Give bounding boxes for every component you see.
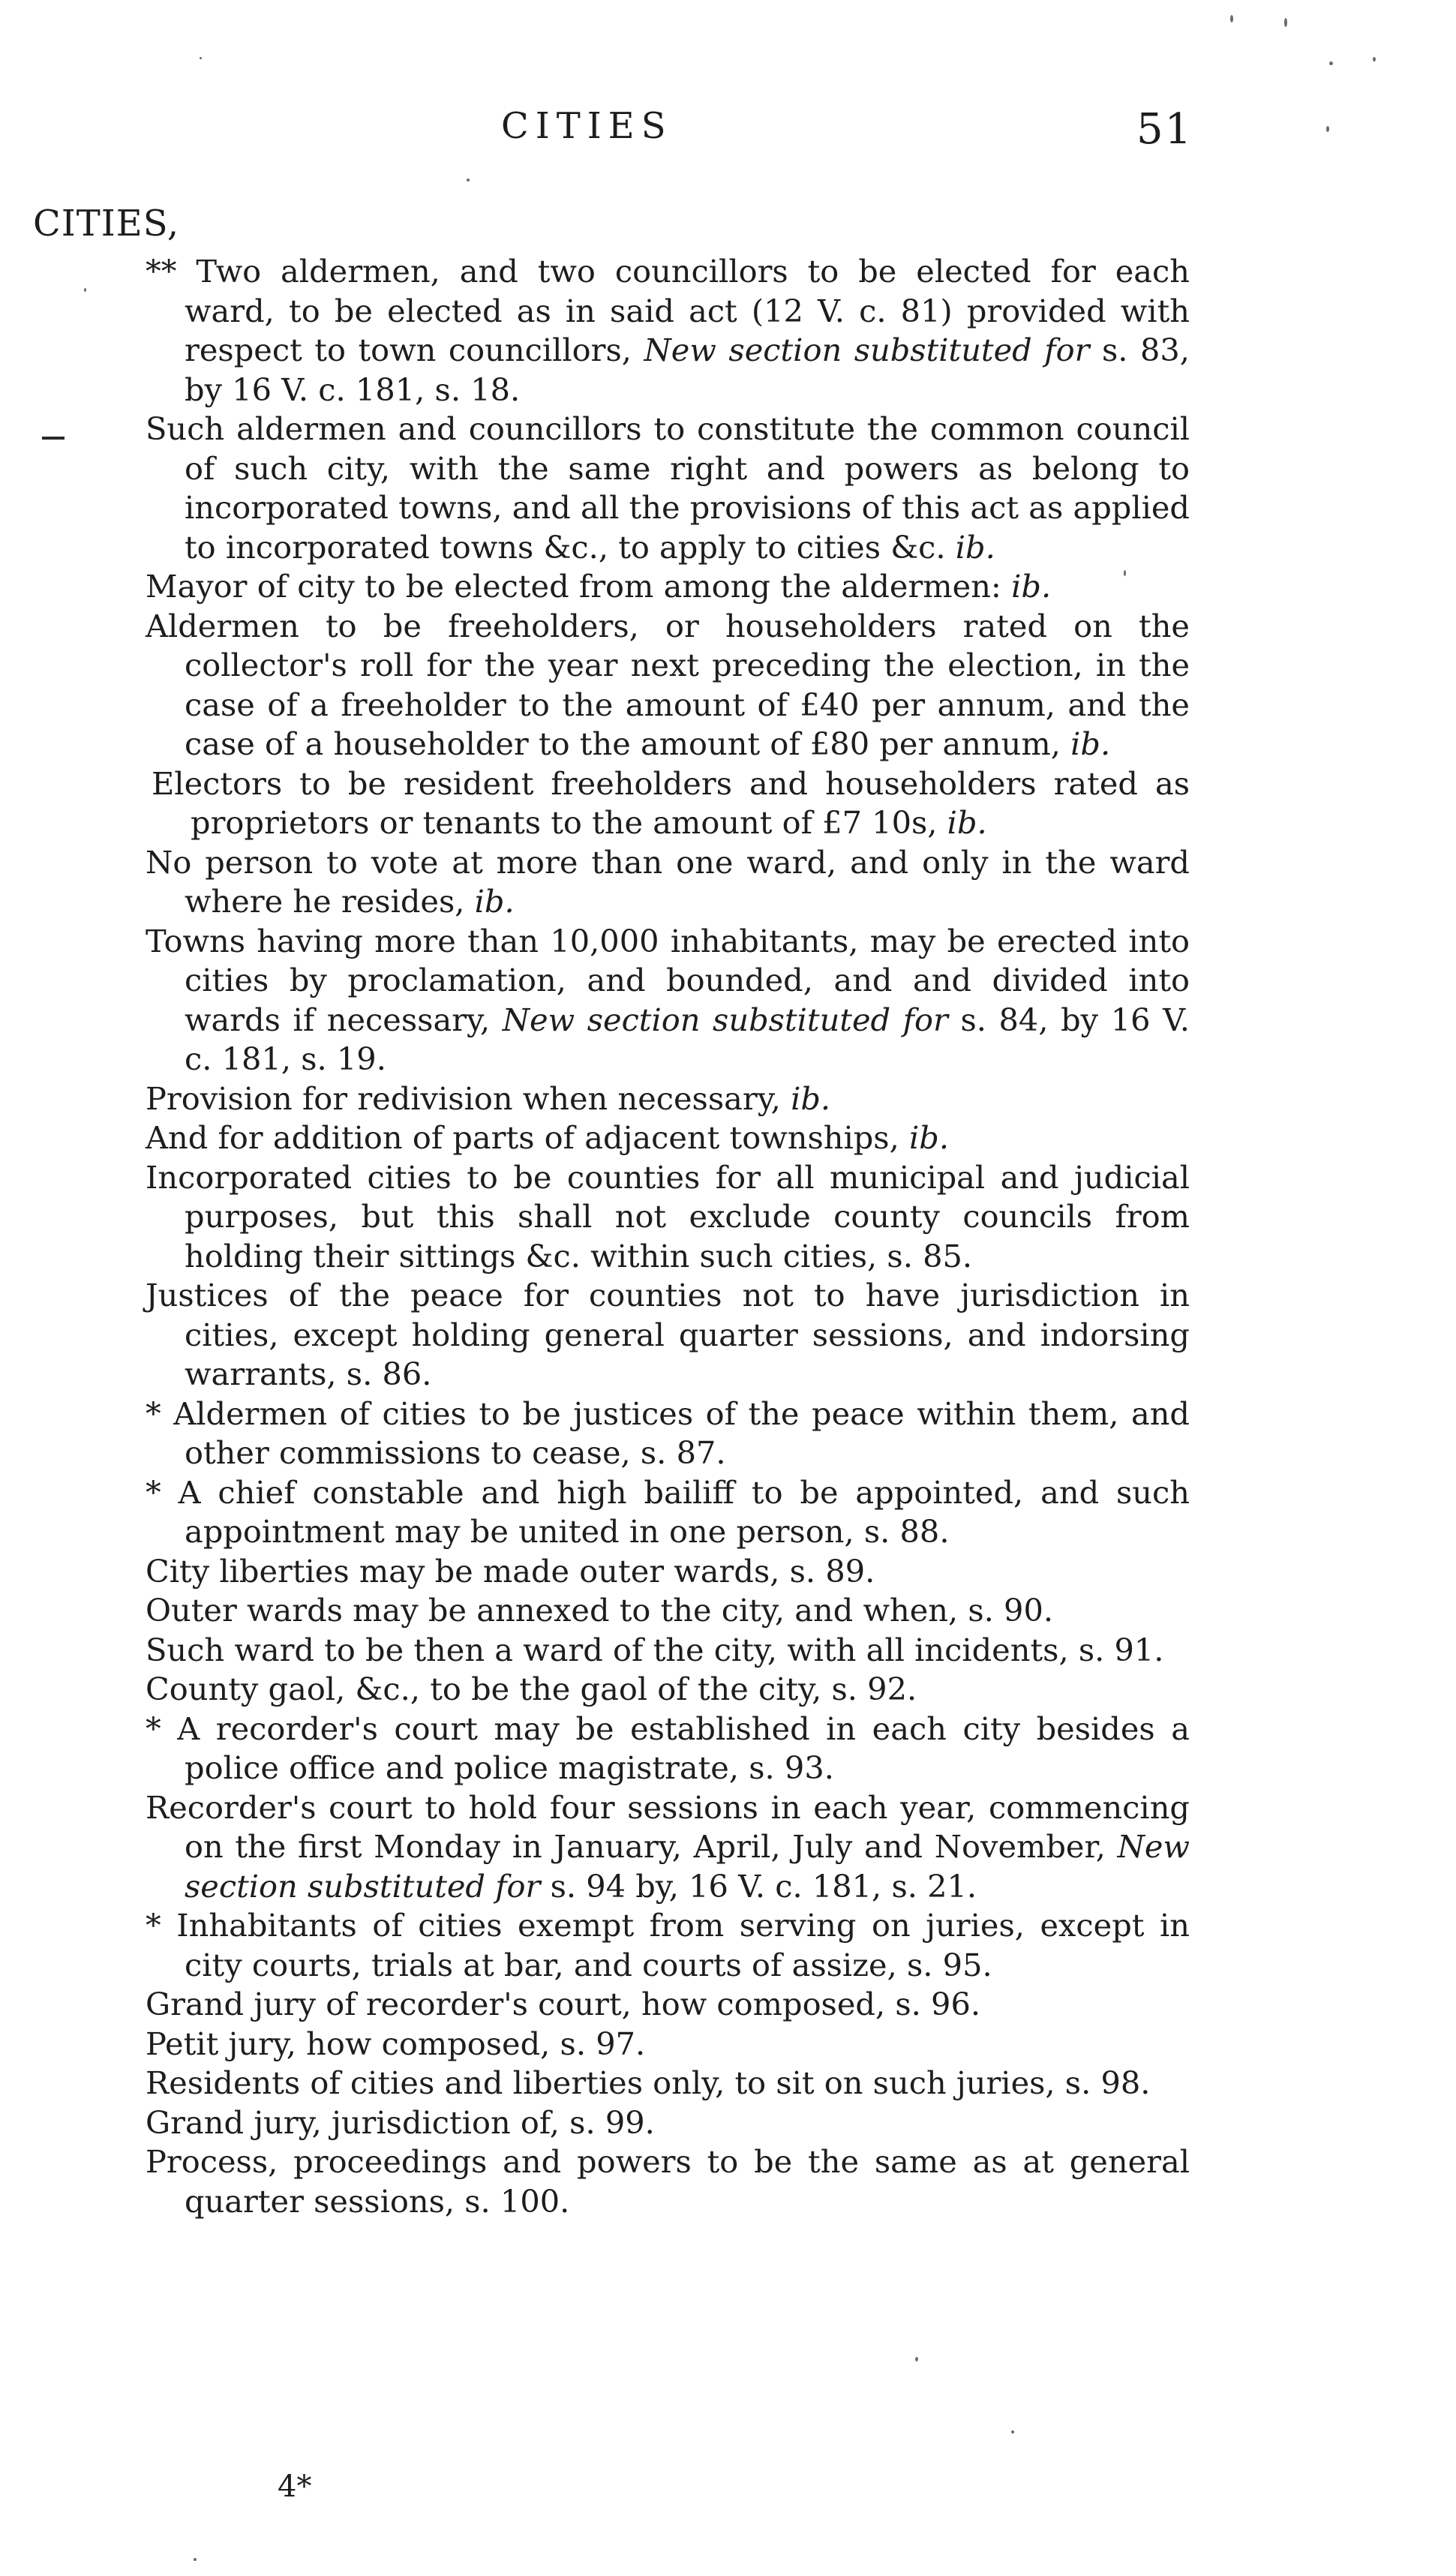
entry-text: Electors to be resident freeholders and householders rated as proprietors or tenants to the amount of £7 10s, [152,764,1190,841]
entry-text: Incorporated cities to be counties for all municipal and judicial purposes, but this shall not exclude county councils from holding their sittings &c. within such cities, s. 85. [146,1158,1190,1274]
ink-speck [200,57,202,59]
entry-italic-reference: New section substituted for [502,1001,948,1038]
entry-text: Residents of cities and liberties only, to sit on such juries, s. 98. [146,2064,1151,2101]
index-entry [146,843,1190,922]
signature-mark: 4* [278,2469,312,2504]
entry-italic-reference: New section substituted for [185,1828,1190,1905]
entry-text: Justices of the peace for counties not to have jurisdiction in cities, except holding general quarter sessions, and indorsing warrants, s. 86. [146,1277,1190,1392]
index-entry [146,922,1190,1079]
section-heading: CITIES, [33,203,180,245]
entry-text: City liberties may be made outer wards, s. 89. [146,1552,875,1590]
entry-text: ** Two aldermen, and two councillors to be elected for each ward, to be elected as in said act (12 V. c. 81) provided with respect to town councillors, [146,253,1190,368]
index-entry [146,1552,1190,1592]
running-head [0,105,1456,165]
running-title: CITIES [501,105,673,147]
index-entry [146,2142,1190,2221]
entry-italic-reference: ib. [1070,725,1111,762]
entry-italic-reference: ib. [909,1119,950,1156]
index-entry [146,1710,1190,1788]
entry-text: Petit jury, how composed, s. 97. [146,2025,646,2062]
index-entry [146,410,1190,567]
index-entry [146,1985,1190,2025]
entry-text: * A recorder's court may be established in each city besides a police office and police magistrate, s. 93. [146,1710,1190,1786]
entry-text: Grand jury of recorder's court, how composed, s. 96. [146,1986,981,2022]
page-number: 51 [1136,105,1193,154]
entry-italic-reference: New section substituted for [644,332,1090,368]
entry-text: Provision for redivision when necessary, [146,1079,791,1117]
ink-speck [1284,18,1287,27]
entry-text: * Aldermen of cities to be justices of the peace within them, and other commissions to cease, s. 87. [146,1395,1190,1471]
margin-dash [42,437,65,440]
index-entry [146,1395,1190,1473]
entry-text: Recorder's court to hold four sessions in each year, commencing on the first Monday in January, April, July and November, [146,1788,1190,1865]
entry-text: Process, proceedings and powers to be the same as at general quarter sessions, s. 100. [146,2143,1190,2220]
index-entries [146,252,1190,2221]
entry-text: Aldermen to be freeholders, or householders rated on the collector's roll for the year next preceding the election, in the case of a freeholder to the amount of £40 per annum, and the case of a householder to the amount of £80 per annum, [146,607,1190,762]
entry-citation: s. 94 by, 16 V. c. 181, s. 21. [540,1867,977,1905]
index-entry [146,252,1190,410]
index-entry [146,1591,1190,1631]
entry-text: County gaol, &c., to be the gaol of the city, s. 92. [146,1671,917,1707]
index-entry [146,1158,1190,1277]
index-entry [146,1079,1190,1119]
entry-text: * A chief constable and high bailiff to be appointed, and such appointment may be united in one person, s. 88. [146,1473,1190,1550]
ink-speck [1326,126,1329,132]
entry-text: And for addition of parts of adjacent townships, [146,1119,909,1156]
ink-speck [194,2558,197,2561]
index-entry [146,1473,1190,1552]
index-entry [146,1670,1190,1710]
ink-speck [1124,570,1126,576]
index-entry [146,2064,1190,2103]
entry-italic-reference: ib. [947,804,987,841]
index-entry [146,1631,1190,1671]
entry-text: No person to vote at more than one ward, and only in the ward where he resides, [146,843,1190,920]
index-entry [146,1276,1190,1395]
entry-text: Such ward to be then a ward of the city, with all incidents, s. 91. [146,1631,1164,1668]
entry-text: * Inhabitants of cities exempt from serving on juries, except in city courts, trials at bar, and courts of assize, s. 95. [146,1907,1190,1983]
entry-text: Such aldermen and councillors to constitute the common council of such city, with the same right and powers as belong to incorporated towns, and all the provisions of this act as applied to incorporated towns &c., to apply to cities &c. [146,410,1190,566]
index-entry [146,567,1190,607]
ink-speck [1011,2430,1014,2433]
ink-speck [1329,62,1333,65]
index-entry [146,607,1190,764]
ink-speck [915,2357,918,2361]
entry-italic-reference: ib. [1011,568,1052,605]
ink-speck [84,288,86,292]
index-entry [146,2025,1190,2064]
entry-text: Towns having more than 10,000 inhabitants, may be erected into cities by proclamation, and bounded, and and divided into wards if necessary, [146,922,1190,1038]
index-entry [146,1788,1190,1907]
index-entry [146,1906,1190,1985]
index-entry [146,1118,1190,1158]
entry-text: Mayor of city to be elected from among the aldermen: [146,568,1012,605]
index-entry [146,2103,1190,2143]
entry-italic-reference: ib. [474,883,515,920]
entry-citation: s. 84, by 16 V. c. 181, s. 19. [185,1001,1190,1077]
entry-text: Outer wards may be annexed to the city, and when, s. 90. [146,1592,1054,1629]
entry-citation: s. 83, by 16 V. c. 181, s. 18. [185,332,1190,408]
ink-speck [1373,57,1376,62]
index-entry [146,764,1190,843]
ink-speck [467,179,470,182]
entry-italic-reference: ib. [791,1079,831,1117]
entry-italic-reference: ib. [955,528,995,566]
ink-speck [1230,15,1233,23]
entry-text: Grand jury, jurisdiction of, s. 99. [146,2103,655,2141]
